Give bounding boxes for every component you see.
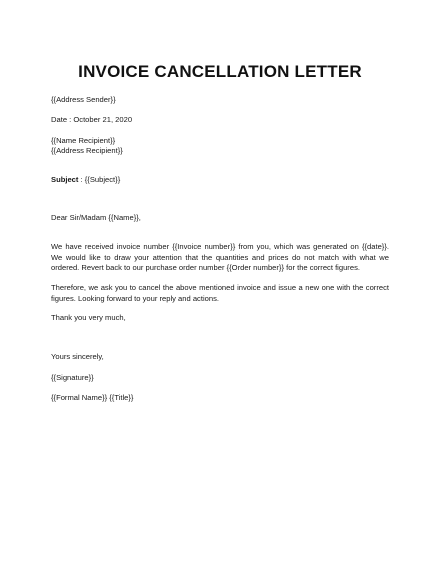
signature-placeholder: {{Signature}} xyxy=(51,373,94,382)
formal-name-title: {{Formal Name}} {{Title}} xyxy=(51,393,134,402)
name-recipient: {{Name Recipient}} xyxy=(51,136,116,145)
address-sender: {{Address Sender}} xyxy=(51,95,116,104)
address-recipient: {{Address Recipient}} xyxy=(51,146,123,155)
subject-value: : {{Subject}} xyxy=(78,175,121,184)
letter-title: INVOICE CANCELLATION LETTER xyxy=(78,62,362,81)
subject-line xyxy=(51,175,120,185)
salutation: Dear Sir/Madam {{Name}}, xyxy=(51,213,141,222)
thanks-line: Thank you very much, xyxy=(51,313,126,322)
body-paragraph-2: Therefore, we ask you to cancel the above mentioned invoice and issue a new one with the correct figures. Looking forward to your reply and actions. xyxy=(51,283,389,303)
closing-line: Yours sincerely, xyxy=(51,352,104,361)
subject-label: Subject xyxy=(51,175,79,184)
letter-date: Date : October 21, 2020 xyxy=(51,115,133,124)
body-paragraph-1: We have received invoice number {{Invoice number}} from you, which was generated on {{date}}. We would like to draw your attention that the quantities and prices do not match with what we ordered. Revert back to our purchase order number {{Order number}} for the correct figures. xyxy=(51,242,389,272)
